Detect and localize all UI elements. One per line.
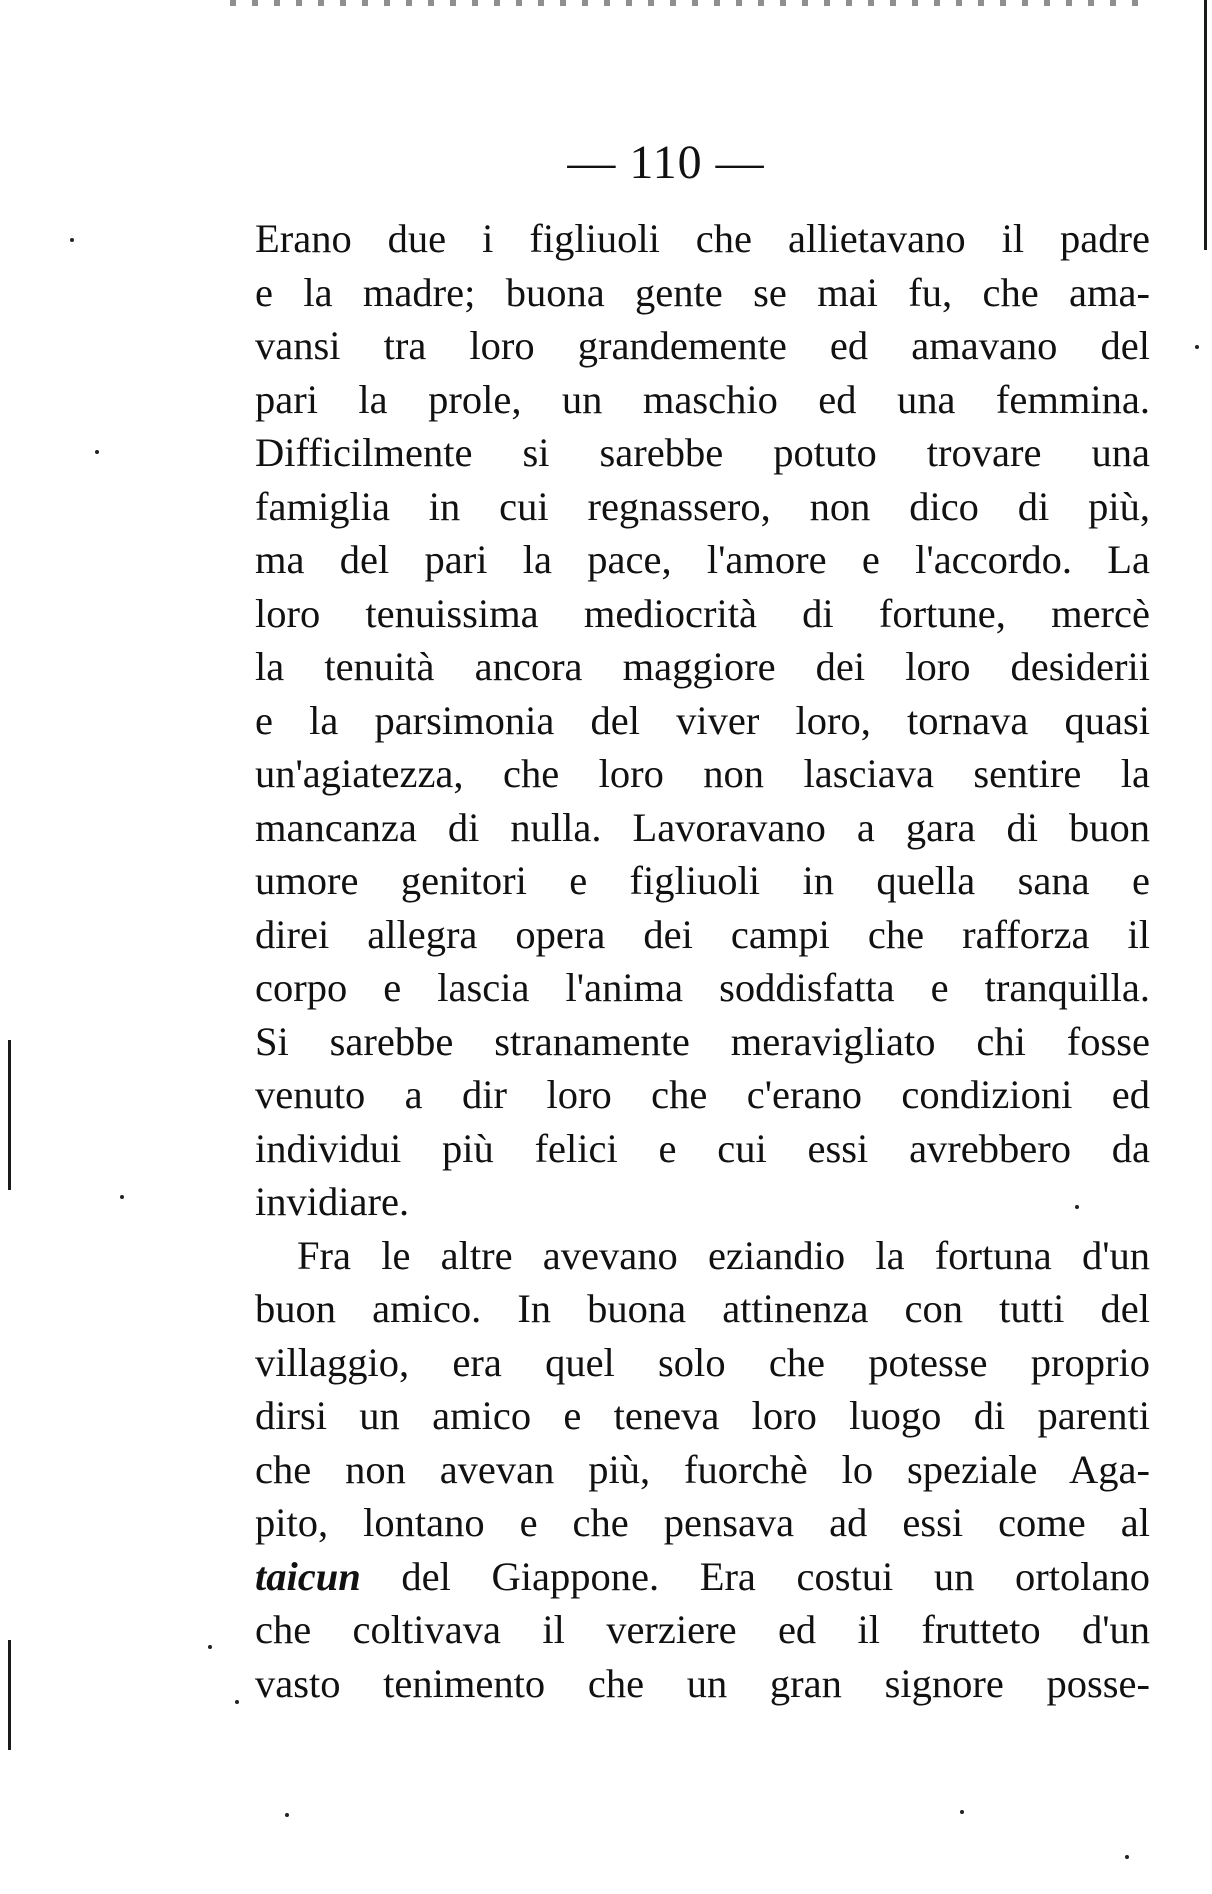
text-line: ma del pari la pace, l'amore e l'accordo. La: [255, 537, 1150, 582]
text-line: Erano due i figliuoli che allietavano il padre: [255, 216, 1150, 261]
text-line: pito, lontano e che pensava ad essi come al: [255, 1500, 1150, 1545]
text-line: la tenuità ancora maggiore dei loro desiderii: [255, 644, 1150, 689]
text-line: vansi tra loro grandemente ed amavano del: [255, 323, 1150, 368]
text-line: buon amico. In buona attinenza con tutti del: [255, 1286, 1150, 1331]
body-text: [255, 212, 1150, 1710]
italic-word: taicun: [255, 1553, 361, 1599]
scan-speck: [120, 1195, 124, 1199]
text-line: che non avevan più, fuorchè lo speziale Aga-: [255, 1446, 1150, 1492]
text-line: loro tenuissima mediocrità di fortune, mercè: [255, 590, 1150, 636]
text-line: dirsi un amico e teneva loro luogo di parenti: [255, 1393, 1150, 1438]
scan-edge-left: [8, 1640, 11, 1750]
scan-speck: [70, 238, 74, 242]
text-line: mancanza di nulla. Lavoravano a gara di buon: [255, 804, 1150, 850]
scan-speck: [285, 1813, 289, 1817]
text-line: pari la prole, un maschio ed una femmina.: [255, 376, 1150, 422]
text-line: un'agiatezza, che loro non lasciava sentire la: [255, 751, 1150, 796]
text-line: individui più felici e cui essi avrebbero da: [255, 1125, 1150, 1171]
text-line: direi allegra opera dei campi che rafforza il: [255, 911, 1150, 957]
text-line: invidiare.: [255, 1179, 410, 1224]
text-line: corpo e lascia l'anima soddisfatta e tranquilla.: [255, 965, 1150, 1010]
scan-speck: [1125, 1855, 1129, 1859]
text-line: Fra le altre avevano eziandio la fortuna d'un: [297, 1232, 1150, 1278]
scan-speck: [235, 1700, 239, 1704]
text-line: [255, 1550, 1150, 1604]
paragraph: [255, 212, 1150, 1229]
text-line: che coltivava il verziere ed il frutteto d'un: [255, 1607, 1150, 1652]
text-line: e la parsimonia del viver loro, tornava quasi: [255, 697, 1150, 743]
scan-noise-top: [230, 0, 1150, 6]
scan-speck: [208, 1645, 212, 1649]
text-line: villaggio, era quel solo che potesse proprio: [255, 1339, 1150, 1385]
scan-speck: [1195, 345, 1199, 349]
text-line: Si sarebbe stranamente meravigliato chi fosse: [255, 1018, 1150, 1064]
scan-edge-left: [8, 1040, 11, 1190]
text-line: e la madre; buona gente se mai fu, che ama-: [255, 269, 1150, 315]
paragraph: [255, 1229, 1150, 1711]
scan-speck: [95, 450, 99, 454]
scan-edge-right: [1204, 0, 1207, 250]
text-line: vasto tenimento che un gran signore posse-: [255, 1660, 1150, 1706]
text-line: famiglia in cui regnassero, non dico di più,: [255, 483, 1150, 529]
scan-speck: [960, 1810, 964, 1814]
text-line: venuto a dir loro che c'erano condizioni ed: [255, 1072, 1150, 1117]
text-line: umore genitori e figliuoli in quella sana e: [255, 858, 1150, 903]
text-line: Difficilmente si sarebbe potuto trovare una: [255, 430, 1150, 475]
page-number: — 110 —: [567, 136, 765, 189]
text-fragment: del Giappone. Era costui un ortolano: [360, 1553, 1150, 1599]
